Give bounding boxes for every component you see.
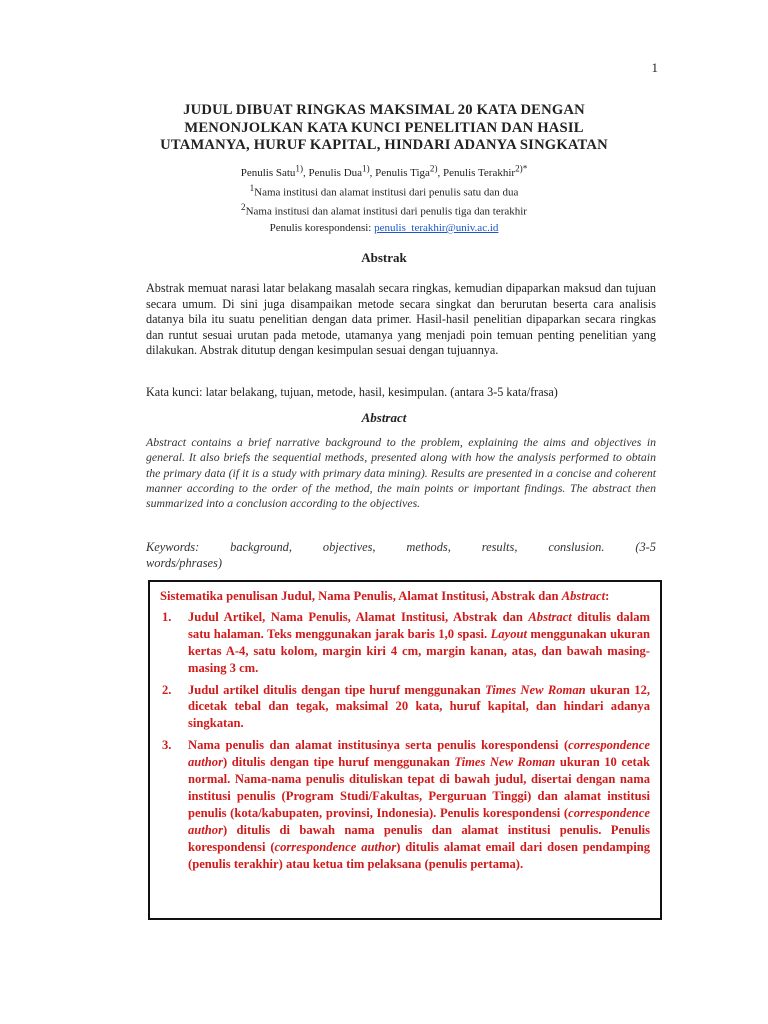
guideline-text-run: ) ditulis di bawah nama penulis dan alamat institusi penulis. Penulis korespondensi (	[188, 822, 650, 854]
affiliation-sup: 1	[249, 182, 255, 193]
guideline-item	[160, 737, 650, 872]
guideline-text-run: Layout	[490, 626, 527, 641]
author-sup: 2)*	[515, 163, 528, 173]
title-line: UTAMANYA, HURUF KAPITAL, HINDARI ADANYA SINGKATAN	[160, 137, 608, 153]
guideline-text-run: ditulis dalam satu halaman. Teks menggunakan jarak baris 1,0 spasi.	[188, 609, 650, 641]
paper-title	[130, 102, 638, 155]
guideline-item	[160, 609, 650, 677]
title-line: JUDUL DIBUAT RINGKAS MAKSIMAL 20 KATA DENGAN	[183, 102, 585, 118]
guideline-text-run: correspondence author	[274, 839, 397, 854]
guideline-text-run: menggunakan ukuran kertas A-4, satu kolom, margin kiri 4 cm, margin kanan, atas, dan bawah masing-masing 3 cm.	[188, 626, 650, 675]
guideline-text-run: Times New Roman	[454, 755, 556, 770]
guideline-text-run: Times New Roman	[485, 682, 586, 697]
guideline-text-run: Judul artikel ditulis dengan tipe huruf menggunakan	[188, 682, 486, 697]
keywords-en: Keywords: background, objectives, methods, results, conslusion. (3-5 words/phrases)	[146, 540, 656, 570]
affiliation-text: Nama institusi dan alamat institusi dari penulis tiga dan terakhir	[245, 205, 527, 218]
author-name: Penulis Tiga	[375, 166, 430, 179]
guideline-intro-italic: Abstract	[561, 589, 606, 603]
guideline-text-run: ukuran 10 cetak normal. Nama-nama penulis dituliskan tepat di bawah judul, disertai dengan nama institusi penulis (Program Studi/Fakultas, Perguruan Tinggi) dan alamat institusi penulis (kota/kabupaten, provinsi, Indonesia). Penulis korespondensi (	[188, 755, 650, 820]
affiliation-text: Nama institusi dan alamat institusi dari penulis satu dan dua	[254, 186, 519, 199]
guideline-text-run: ) ditulis dengan tipe huruf menggunakan	[223, 755, 455, 770]
guideline-text-run: Abstract	[528, 609, 572, 624]
affiliation	[130, 200, 638, 220]
abstract-body: Abstract contains a brief narrative background to the problem, explaining the aims and objectives in general. It also briefs the sequential methods, presented along with how the analysis performed to obtain the primary data (if it is a study with primary data mining). Results are presented in a concise and coherent manner according to the order of the method, the main points or important findings. The abstract then summarized into a conclusion according to the objectives.	[146, 435, 656, 511]
guideline-text-run: ) ditulis alamat email dari dosen pendamping (penulis terakhir) atau ketua tim pelaksana (penulis pertama).	[188, 839, 651, 871]
affiliation	[130, 181, 638, 201]
correspondence-email-link[interactable]: penulis_terakhir@univ.ac.id	[374, 222, 499, 234]
guideline-list	[160, 609, 650, 873]
abstract-heading: Abstract	[361, 410, 407, 425]
author-sup: 1)	[362, 163, 370, 173]
guideline-text-run: correspondence author	[188, 738, 650, 770]
author-list: Penulis Satu$^{1)}$, Penulis Dua$^{1)}$, Penulis Tiga$^{2)}$, Penulis Terakhir$^{2)*}$	[240, 163, 528, 179]
guideline-item-number: 2.	[162, 682, 172, 697]
guideline-text-run: Judul Artikel, Nama Penulis, Alamat Institusi, Abstrak dan	[188, 609, 529, 624]
author-block	[130, 161, 638, 220]
title-line: MENONJOLKAN KATA KUNCI PENELITIAN DAN HASIL	[184, 119, 584, 136]
kata-kunci: Kata kunci: latar belakang, tujuan, metode, hasil, kesimpulan. (antara 3-5 kata/frasa)	[146, 385, 558, 399]
guideline-text-run: ukuran 12, dicetak tebal dan tegak, maksimal 20 kata, huruf kapital, dan hindari adanya singkatan.	[188, 682, 651, 731]
author-name: Penulis Terakhir	[443, 166, 516, 179]
guideline-intro-text: Sistematika penulisan Judul, Nama Penulis, Alamat Institusi, Abstrak dan	[160, 589, 559, 603]
author-name: Penulis Dua	[308, 166, 363, 179]
guideline-item-number: 3.	[162, 738, 172, 753]
guideline-item	[160, 682, 650, 733]
page-number: 1	[651, 60, 658, 75]
guideline-text-run: Nama penulis dan alamat institusinya serta penulis korespondensi (	[188, 738, 569, 753]
guideline-intro	[160, 588, 650, 605]
author-sup: 2)	[429, 163, 438, 173]
guideline-content	[160, 588, 650, 878]
guideline-item-number: 1.	[162, 609, 172, 624]
abstrak-body: Abstrak memuat narasi latar belakang masalah secara ringkas, kemudian dipaparkan maksud dan tujuan secara umum. Di sini juga disampaikan metode secara singkat dan berurutan beserta cara analisis datanya bila itu suatu penelitian dengan data primer. Hasil-hasil penelitian dipaparkan secara ringkas dan runtut sesuai urutan pada metode, utamanya yang menjadi poin temuan penting penelitian yang dilakukan. Abstrak ditutup dengan kesimpulan sesuai dengan tujuannya.	[146, 281, 656, 358]
author-sup: 1)	[295, 163, 304, 173]
affiliation-sup: 2	[241, 202, 246, 213]
guideline-intro-end: :	[605, 589, 610, 603]
guideline-text-run: correspondence author	[188, 805, 650, 837]
correspondence-label: Penulis korespondensi:	[269, 222, 372, 234]
guideline-box	[148, 580, 662, 920]
correspondence-line	[130, 222, 638, 234]
abstrak-heading: Abstrak	[361, 250, 407, 265]
author-name: Penulis Satu	[240, 166, 296, 179]
